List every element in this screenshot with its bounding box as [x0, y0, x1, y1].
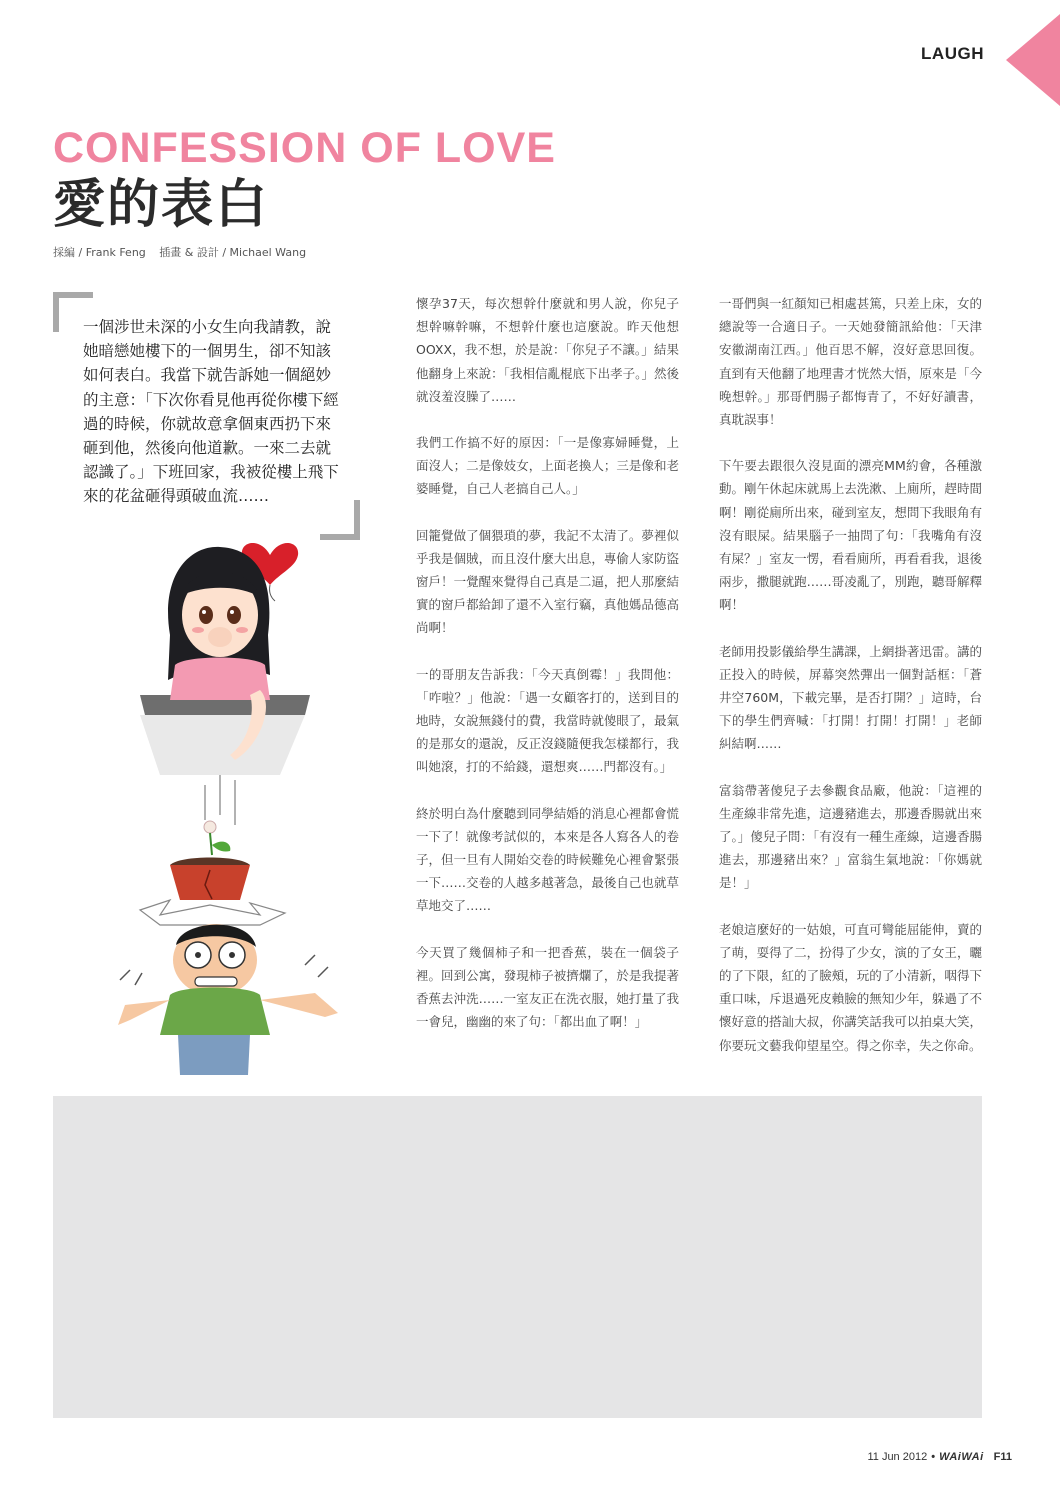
title-chinese: 愛的表白 [53, 175, 270, 235]
page-footer [867, 1451, 1012, 1463]
flowerpot-icon [170, 858, 250, 901]
joke-paragraph: 下午要去跟很久沒見面的漂亮MM約會，各種激動。剛午休起床就馬上去洗漱、上廁所，趕時間啊！剛從廁所出來，碰到室友，想問下我眼角有沒有眼屎。結果腦子一抽問了句：「我嘴角有沒有屎？」室友一愣，看看廁所，再看看我，退後兩步，撒腿就跑……哥凌亂了，別跑，聽哥解釋啊！ [719, 458, 982, 613]
jokes-column-2 [416, 292, 679, 1056]
title-english: CONFESSION OF LOVE [53, 124, 556, 172]
joke-paragraph: 終於明白為什麼聽到同學結婚的消息心裡都會慌一下了！就像考試似的，本來是各人寫各人的卷子，但一旦有人開始交卷的時候難免心裡會緊張一下……交卷的人越多越著急，最後自己也就草草地交了…… [416, 805, 679, 914]
page-number: F11 [993, 1451, 1012, 1463]
footer-separator: • [931, 1451, 936, 1463]
joke-paragraph: 懷孕37天，每次想幹什麼就和男人說，你兒子想幹嘛幹嘛，不想幹什麼也這麼說。昨天他想OOXX，我不想，於是說：「你兒子不讓。」結果他翻身上來說：「我相信亂棍底下出孝子。」然後就沒羞沒臊了…… [416, 296, 679, 404]
joke-paragraph: 富翁帶著傻兒子去參觀食品廠，他說：「這裡的生產線非常先進，這邊豬進去，那邊香腸就出來了。」傻兒子問：「有沒有一種生產線，這邊香腸進去，那邊豬出來？」富翁生氣地說：「你媽就是！」 [719, 782, 982, 891]
section-label: LAUGH [921, 44, 984, 63]
footer-brand-logo: WAiWAi [939, 1451, 984, 1463]
intro-quote: 一個涉世未深的小女生向我請教，說她暗戀她樓下的一個男生，卻不知該如何表白。我當下就告訴她一個絕妙的主意：「下次你看見他再從你樓下經過的時候，你就故意拿個東西扔下來砸到他，然後向他道歉。一來二去就認識了。」下班回家，我被從樓上飛下來的花盆砸得頭破血流…… [83, 318, 339, 506]
credit-editor: 採編 / Frank Feng [53, 246, 146, 259]
joke-paragraph: 老娘這麼好的一姑娘，可直可彎能屈能伸，賣的了萌，耍得了二，扮得了少女，演的了女王，曬的了下限，紅的了臉頰，玩的了小清新，咽得下重口味，斥退過死皮賴臉的無知少年，躲過了不懷好意的搭訕大叔，你講笑話我可以拍桌大笑，你要玩文藝我仰望星空。得之你幸，失之你命。 [719, 921, 982, 1053]
joke-paragraph: 今天買了幾個柿子和一把香蕉，裝在一個袋子裡。回到公寓，發現柿子被擠爛了，於是我提著香蕉去沖洗……一室友正在洗衣服，她打量了我一會兒，幽幽的來了句：「都出血了啊！」 [416, 944, 679, 1030]
joke-paragraph: 老師用投影儀給學生講課，上網掛著迅雷。講的正投入的時候，屏幕突然彈出一個對話框：「蒼井空760M，下載完畢，是否打開？」這時，台下的學生們齊喊：「打開！打開！打開！」老師糾結啊…… [719, 643, 982, 752]
credit-illustrator: 插畫 & 設計 / Michael Wang [159, 246, 307, 259]
joke-paragraph: 一的哥朋友告訴我：「今天真倒霉！」我問他：「咋啦？」他說：「遇一女顧客打的，送到目的地時，女說無錢付的費，我當時就傻眼了，最氣的是那女的還說，反正沒錢隨便我怎樣都行，我叫她滾，打的不給錢，還想爽……門都沒有。」 [416, 666, 679, 775]
cartoon-illustration [100, 515, 360, 1075]
corner-triangle-decoration [1006, 14, 1060, 106]
credits [53, 245, 316, 261]
joke-paragraph: 回籠覺做了個猥瑣的夢，我記不太清了。夢裡似乎我是個賊，而且沒什麼大出息，專偷人家防盜窗戶！一覺醒來覺得自己真是二逼，把人那麼結實的窗戶都給卸了還不入室行竊，真他媽品德高尚啊！ [416, 527, 679, 636]
footer-date: 11 Jun 2012 [867, 1451, 928, 1463]
joke-paragraph: 一哥們與一紅顏知已相處甚篤，只差上床，女的總說等一合適日子。一天她發簡訊給他：「天津安徽湖南江西。」他百思不解，沒好意思回復。直到有天他翻了地理書才恍然大悟，原來是「今晚想幹。」那哥們腸子都悔青了，不好好讀書，真耽誤事！ [719, 296, 982, 428]
advertisement-placeholder [53, 1096, 982, 1418]
flower-icon [204, 821, 230, 855]
jokes-column-3 [719, 292, 982, 1080]
joke-paragraph: 我們工作搞不好的原因：「一是像寡婦睡覺，上面沒人；二是像妓女，上面老換人；三是像和老婆睡覺，自己人老搞自己人。」 [416, 435, 679, 497]
